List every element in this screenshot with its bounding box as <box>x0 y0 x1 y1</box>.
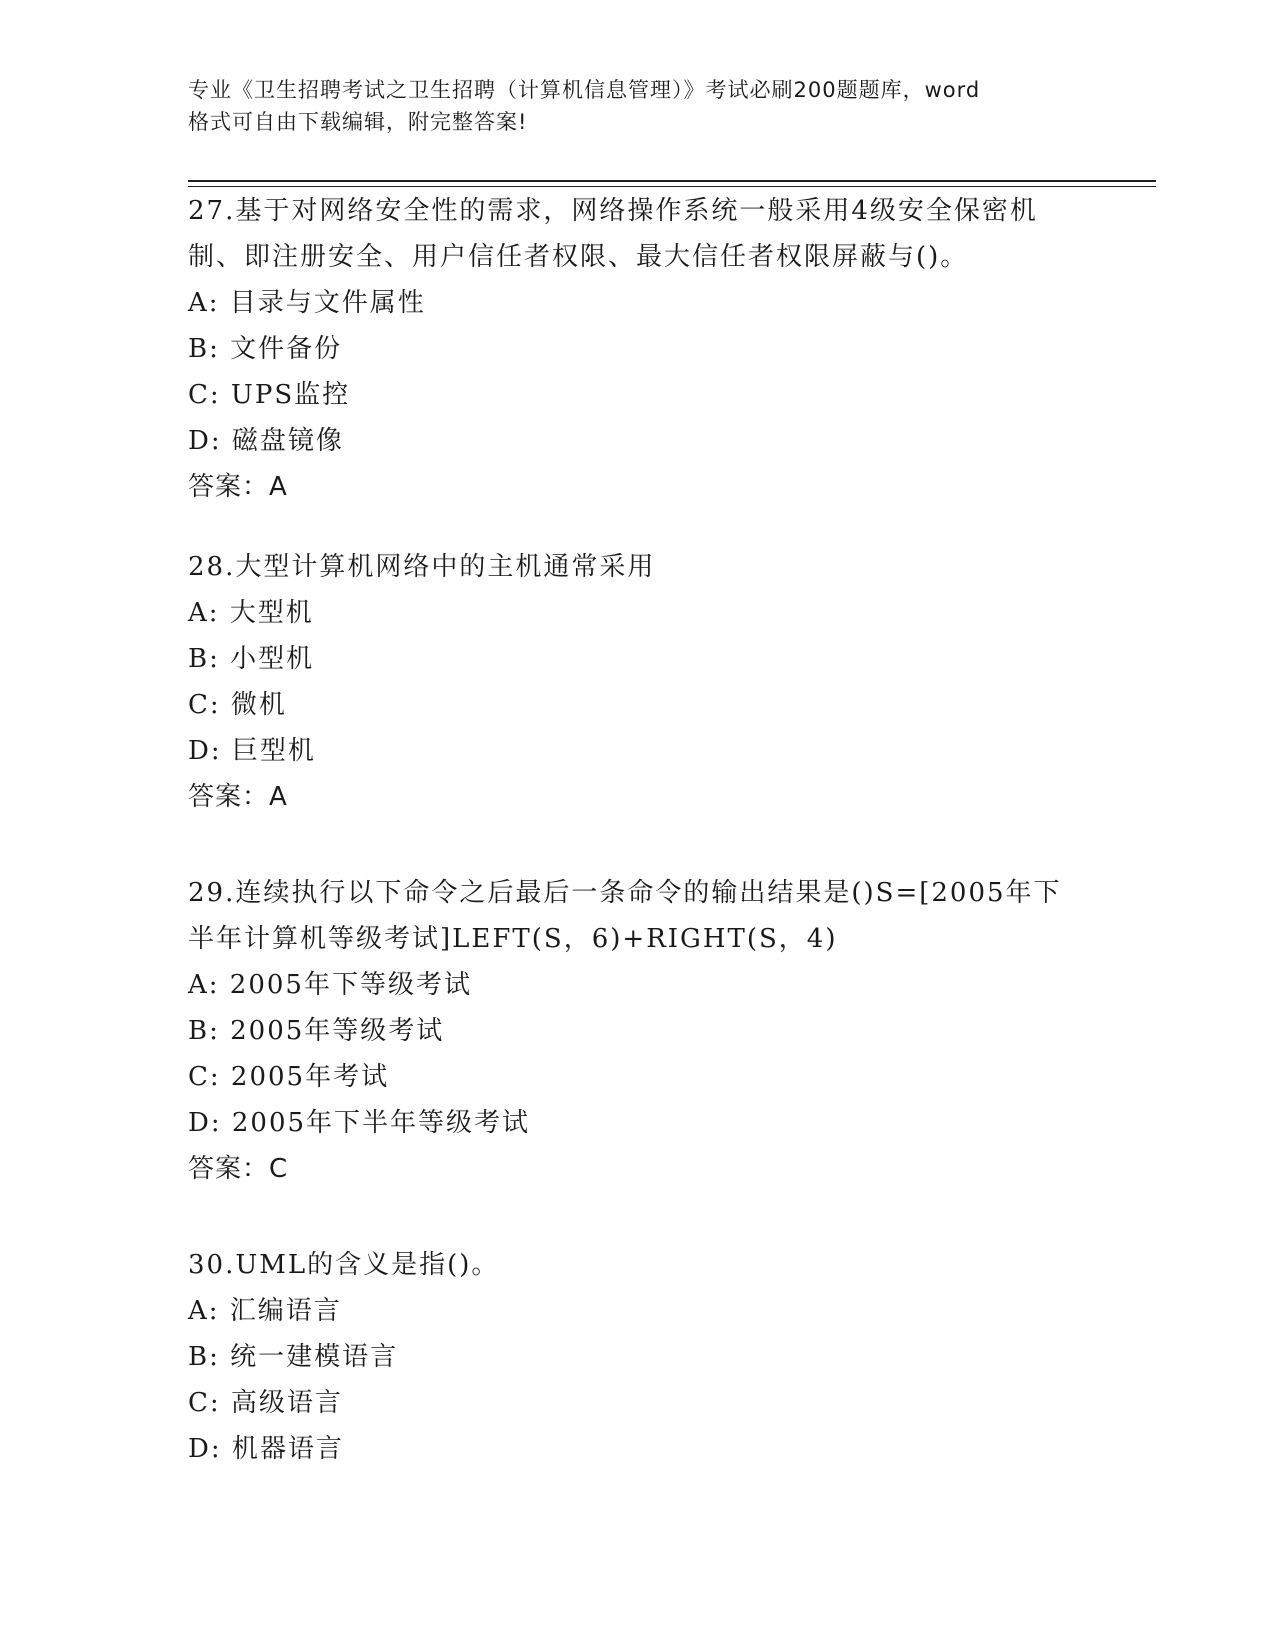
question-27 <box>188 188 1088 510</box>
option-b: B: 文件备份 <box>188 334 343 364</box>
option-b: B: 2005年等级考试 <box>188 1016 445 1046</box>
question-29 <box>188 870 1088 1192</box>
question-30 <box>188 1242 1088 1472</box>
option-c: C: 微机 <box>188 690 287 720</box>
option-d: D: 巨型机 <box>188 736 316 766</box>
question-text: 30.UML的含义是指()。 <box>188 1250 500 1280</box>
option-a: A: 大型机 <box>188 598 314 628</box>
question-text: 27.基于对网络安全性的需求，网络操作系统一般采用4级安全保密机制、即注册安全、用户信任者权限、最大信任者权限屏蔽与()。 <box>188 196 1038 272</box>
option-a: A: 2005年下等级考试 <box>188 970 472 1000</box>
header-divider-thick <box>188 180 1156 182</box>
header-line-1: 专业《卫生招聘考试之卫生招聘（计算机信息管理）》考试必刷200题题库，word <box>188 78 981 102</box>
header-line-2: 格式可自由下载编辑，附完整答案! <box>188 110 528 134</box>
answer-line: 答案：A <box>188 782 288 812</box>
question-text: 29.连续执行以下命令之后最后一条命令的输出结果是()S=[2005年下半年计算机等级考试]LEFT(S，6)+RIGHT(S，4) <box>188 878 1062 954</box>
option-c: C: 2005年考试 <box>188 1062 390 1092</box>
option-d: D: 机器语言 <box>188 1434 344 1464</box>
answer-line: 答案：C <box>188 1154 289 1184</box>
option-c: C: 高级语言 <box>188 1388 343 1418</box>
option-b: B: 小型机 <box>188 644 315 674</box>
document-header <box>188 74 1088 138</box>
answer-line: 答案：A <box>188 472 288 502</box>
option-d: D: 2005年下半年等级考试 <box>188 1108 531 1138</box>
option-b: B: 统一建模语言 <box>188 1342 399 1372</box>
option-a: A: 汇编语言 <box>188 1296 342 1326</box>
option-c: C: UPS监控 <box>188 380 351 410</box>
question-text: 28.大型计算机网络中的主机通常采用 <box>188 552 656 582</box>
option-a: A: 目录与文件属性 <box>188 288 426 318</box>
option-d: D: 磁盘镜像 <box>188 426 344 456</box>
header-divider-thin <box>188 186 1156 187</box>
question-28 <box>188 544 1088 820</box>
